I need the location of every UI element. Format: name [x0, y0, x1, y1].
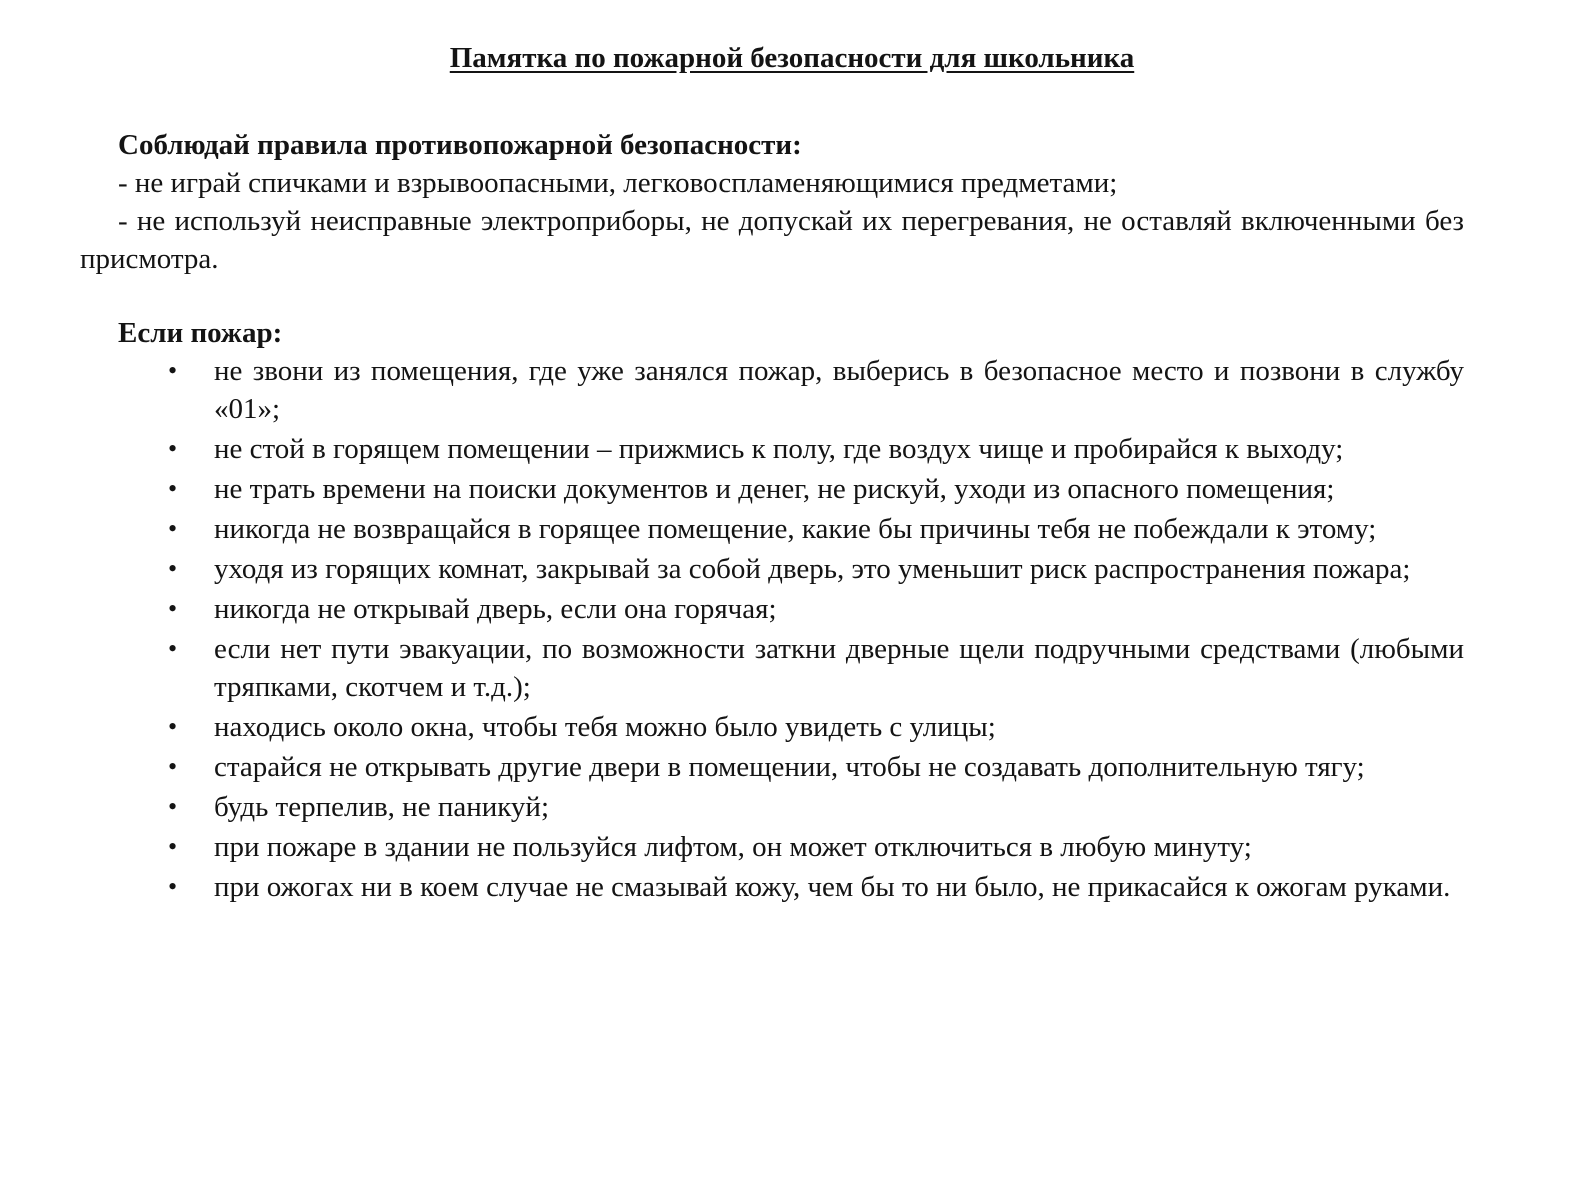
bullet-icon: • — [168, 434, 178, 463]
rule-line: - не играй спичками и взрывоопасными, легковоспламеняющимися предметами; — [118, 167, 1118, 199]
bullet-icon: • — [168, 634, 178, 663]
list-item-text: не стой в горящем помещении – прижмись к полу, где воздух чище и пробирайся к выходу; — [214, 433, 1344, 465]
list-item — [168, 470, 1464, 508]
list-item-text: будь терпелив, не паникуй; — [214, 791, 550, 823]
bullet-icon: • — [168, 832, 178, 861]
rule-line: - не используй неисправные электроприборы, не допускай их перегревания, не оставляй включенными без присмотра. — [80, 205, 1464, 275]
list-item — [168, 708, 1464, 746]
list-item — [168, 352, 1464, 428]
fire-section — [80, 314, 1464, 906]
list-item-text: при пожаре в здании не пользуйся лифтом, он может отключиться в любую минуту; — [214, 831, 1252, 863]
list-item — [168, 630, 1464, 706]
bullet-icon: • — [168, 356, 178, 385]
fire-instructions-list — [80, 352, 1464, 906]
bullet-icon: • — [168, 554, 178, 583]
list-item-text: если нет пути эвакуации, по возможности заткни дверные щели подручными средствами (любыми тряпками, скотчем и т.д.); — [214, 633, 1464, 703]
bullet-icon: • — [168, 752, 178, 781]
list-item-text: находись около окна, чтобы тебя можно было увидеть с улицы; — [214, 711, 996, 743]
bullet-icon: • — [168, 594, 178, 623]
list-item — [168, 868, 1464, 906]
list-item-text: не звони из помещения, где уже занялся пожар, выберись в безопасное место и позвони в службу «01»; — [214, 355, 1464, 425]
fire-heading: Если пожар: — [118, 317, 283, 349]
list-item — [168, 788, 1464, 826]
section-spacer — [80, 278, 1464, 314]
list-item-text: уходя из горящих комнат, закрывай за собой дверь, это уменьшит риск распространения пожара; — [214, 553, 1411, 585]
list-item-text: старайся не открывать другие двери в помещении, чтобы не создавать дополнительную тягу; — [214, 751, 1365, 783]
list-item — [168, 430, 1464, 468]
list-item-text: при ожогах ни в коем случае не смазывай кожу, чем бы то ни было, не прикасайся к ожогам руками. — [214, 871, 1451, 903]
bullet-icon: • — [168, 792, 178, 821]
list-item — [168, 550, 1464, 588]
bullet-icon: • — [168, 514, 178, 543]
rules-heading: Соблюдай правила противопожарной безопасности: — [118, 129, 802, 161]
list-item — [168, 590, 1464, 628]
document-title: Памятка по пожарной безопасности для школьника — [449, 42, 1135, 74]
list-item-text: не трать времени на поиски документов и денег, не рискуй, уходи из опасного помещения; — [214, 473, 1335, 505]
list-item — [168, 828, 1464, 866]
list-item-text: никогда не открывай дверь, если она горячая; — [214, 593, 777, 625]
bullet-icon: • — [168, 712, 178, 741]
list-item-text: никогда не возвращайся в горящее помещение, какие бы причины тебя не побеждали к этому; — [214, 513, 1377, 545]
list-item — [168, 510, 1464, 548]
bullet-icon: • — [168, 872, 178, 901]
bullet-icon: • — [168, 474, 178, 503]
rules-section — [80, 126, 1464, 278]
list-item — [168, 748, 1464, 786]
